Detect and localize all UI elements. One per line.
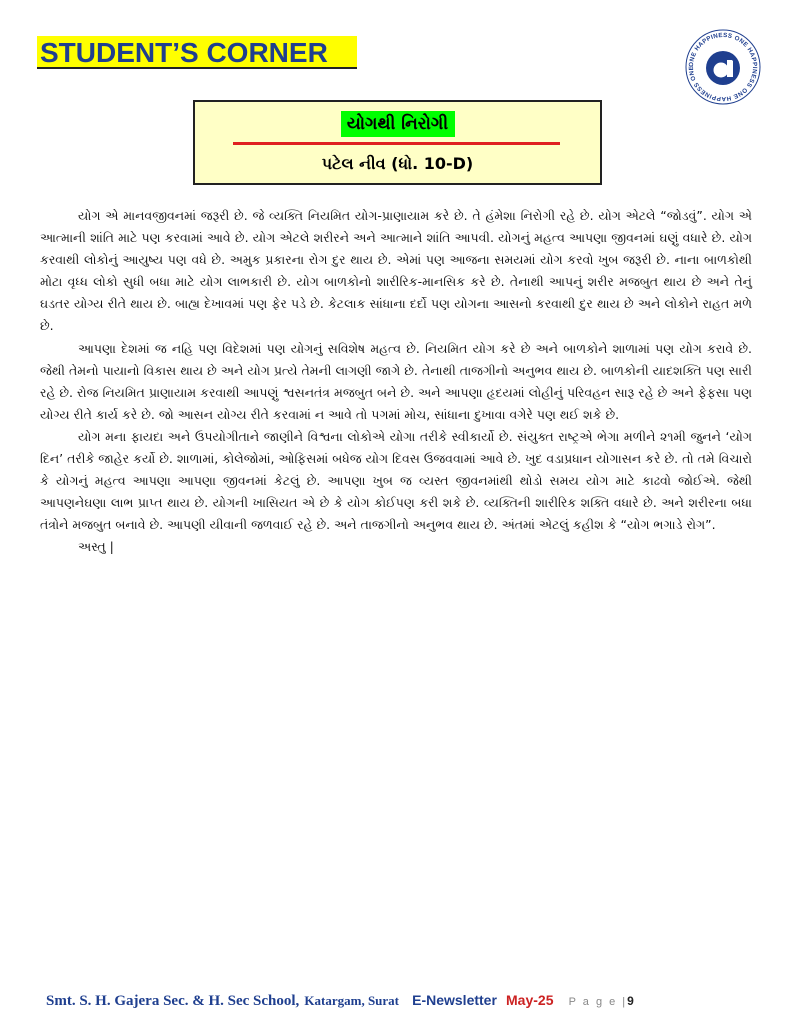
page-footer [46,988,756,1012]
article-paragraph: આપણા દેશમાં જ નહિ પણ વિદેશમાં પણ યોગનું સવિશેષ મહત્વ છે. નિયમિત યોગ કરે છે અને બાળકોને શાળામાં પણ યોગ કરાવે છે. જેથી તેમનો પાયાનો વિકાસ થાય છે અને યોગ પ્રત્યે તેમની લાગણી જાગે છે. તેનાથી તાજગીનો અનુભવ થાય છે. બાળકોની યાદશક્તિ પણ સારી રહે છે. રોજ નિયમિત પ્રાણાયામ કરવાથી આપણું શ્વસનતંત્ર મજબુત બને છે. અને આપણા હૃદયમાં લોહીનું પરિવહન સારૂ રહે છે અને ફેફસા પણ યોગ્ય રીતે કાર્ય કરે છે. જો આસન યોગ્ય રીતે કરવામાં ન આવે તો પગમાં મોચ, સાંધાના દુખાવા વગેરે પણ થઈ શકે છે. [40,340,752,422]
footer-page-number: 9 [627,994,634,1008]
footer-school-name: Smt. S. H. Gajera Sec. & H. Sec School, [46,993,300,1009]
title-divider [233,142,560,145]
article-signoff: અસ્તુ | [78,539,114,555]
logo-ring-text: ONE HAPPINESS ONE HAPPINESS ONE HAPPINESS ONE [687,31,759,103]
article-paragraph: યોગ મના ફાયદા અને ઉપયોગીતાને જાણીને વિશ્વના લોકોએ યોગા તરીકે સ્વીકાર્યો છે. સંયુક્ત રાષ્ટ્રએ ભેગા મળીને ૨૧મી જુનને ‘યોગ દિન’ તરીકે જાહેર કર્યો છે. શાળામાં, કોલેજોમાં, ઓફિસમાં બધેજ યોગ દિવસ ઉજવવામાં આવે છે. ખુદ વડાપ્રધાન યોગાસન કરે છે. તો તમે વિચારો કે યોગનું મહત્વ આપણા આપણા જીવનમાં કેટલું છે. આપણા ખુબ જ વ્યસ્ત જીવનમાંથી થોડો સમય યોગ માટે કાઢવો જોઈએ. જેથી આપણનેઘણા લાભ પ્રાપ્ત થાય છે. યોગની ખાસિયત એ છે કે યોગ કોઈપણ કરી શકે છે. વ્યક્તિની શારીરિક શક્તિ વધારે છે. અને શરીરના બધા તંત્રોને મજબુત બનાવે છે. આપણી યીવાની જળવાઈ રહે છે. અને તાજગીનો અનુભવ થાય છે. અંતમાં એટલું કહીશ કે “યોગ ભગાડે રોગ”. [40,428,752,533]
article-title-box [193,100,602,185]
footer-newsletter-label: E-Newsletter [412,992,497,1008]
article-paragraph: યોગ એ માનવજીવનમાં જરૂરી છે. જે વ્યક્તિ નિયમિત યોગ-પ્રાણાયામ કરે છે. તે હંમેશા નિરોગી રહે છે. યોગ એટલે “જોડવું”. યોગ એ આત્માની શાંતિ માટે પણ કરવામાં આવે છે. યોગ એટલે શરીરને અને આત્માને શાંતિ આપવી. યોગનું મહત્વ આપણા જીવનમાં ઘણું વધારે છે. યોગ કરવાથી લોકોનું આયુષ્ય પણ વધે છે. અમુક પ્રકારના રોગ દુર થાય છે. એમાં પણ આજના સમયમાં યોગ કરવો ખુબ જરૂરી છે. નાના બાળકોથી મોટા વૃધ્ધ લોકો સુધી બધા માટે યોગ લાભકારી છે. યોગ બાળકોનો શારીરિક-માનસિક કરે છે. તેનાથી આપનું શરીર મજબુત થાય છે અને તેનું ઘડતર યોગ્ય રીતે થાય છે. બાહ્ય દેખાવમાં પણ ફેર પડે છે. કેટલાક સાંધાના દર્દો પણ યોગના આસનો કરવાથી દુર થાય છે અને લોકોને રાહત મળે છે. [40,208,752,334]
one-happiness-logo-icon [683,27,763,107]
footer-page-label: P a g e | [568,996,628,1008]
article-body [40,205,752,559]
article-author: પટેલ નીવ (ધો. 10-D) [321,154,474,173]
footer-issue-month: May-25 [506,992,554,1008]
article-title: યોગથી નિરોગી [346,114,449,134]
footer-place: Katargam, Surat [304,993,400,1008]
section-title: STUDENT’S CORNER [37,36,357,69]
